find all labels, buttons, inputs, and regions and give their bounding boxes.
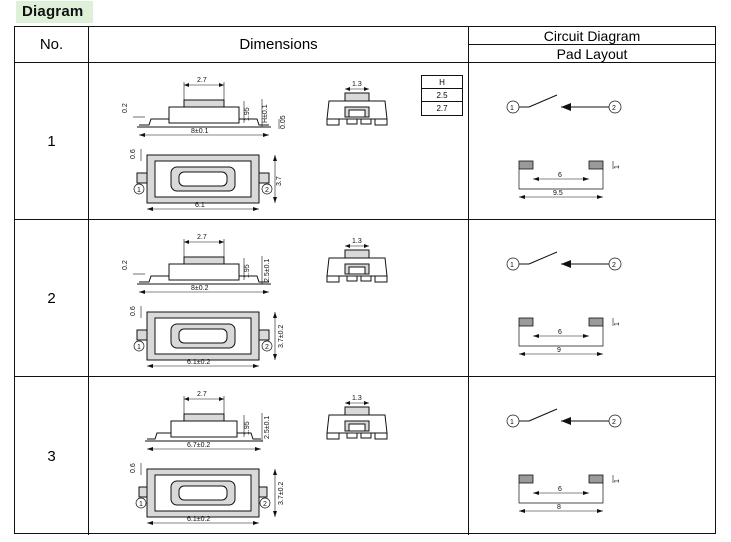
circuit-cell [469, 377, 715, 535]
pad-overall-label: 9 [557, 347, 561, 354]
header-pad-label: Pad Layout [556, 45, 628, 62]
dim-body-height: 1.95 [244, 421, 251, 435]
pin-2-label: 2 [265, 187, 269, 194]
pad-height-label: 1 [614, 165, 621, 169]
dim-pcb-gap: 0.05 [280, 115, 287, 129]
pad-height-label: 1 [614, 479, 621, 483]
header-dimensions-label: Dimensions [239, 36, 318, 53]
pin-1-label: 1 [137, 187, 141, 194]
pad-layout-drawing [497, 302, 687, 366]
circuit-pin-1: 1 [510, 262, 514, 269]
h-value-table [421, 75, 463, 116]
dim-overall-width: 8±0.1 [191, 128, 209, 135]
pin-1-label: 1 [139, 501, 143, 508]
top-view-drawing [99, 455, 299, 527]
header-no-label: No. [39, 36, 64, 53]
row-number-cell [15, 220, 89, 376]
table-row [15, 377, 715, 535]
dimensions-cell [89, 377, 469, 535]
page-title: Diagram [16, 1, 93, 23]
circuit-symbol [499, 401, 679, 441]
table-row [15, 63, 715, 220]
circuit-pin-2: 2 [612, 105, 616, 112]
iso-view-drawing [321, 389, 411, 449]
pad-height-label: 1 [614, 322, 621, 326]
dim-button-width: 1.3 [352, 395, 362, 402]
pad-layout-drawing [497, 459, 687, 523]
side-view-drawing [99, 228, 299, 298]
circuit-pin-2: 2 [612, 262, 616, 269]
h-table-header: H [422, 76, 462, 89]
row-number-cell [15, 63, 89, 219]
circuit-pin-1: 1 [510, 105, 514, 112]
row-number: 3 [47, 447, 56, 465]
header-cell-dimensions [89, 27, 469, 62]
dim-body-depth: 3.7±0.2 [278, 324, 285, 348]
pin-2-label: 2 [265, 344, 269, 351]
dim-lead-width: 0.6 [130, 463, 137, 473]
iso-view-drawing [321, 232, 411, 292]
circuit-cell [469, 63, 715, 219]
pin-1-label: 1 [137, 344, 141, 351]
dimensions-cell [89, 220, 469, 376]
header-circuit-label: Circuit Diagram [469, 27, 715, 45]
h-table-value: 2.5 [422, 89, 462, 102]
dim-overall-width: 8±0.2 [191, 285, 209, 292]
iso-view-drawing [321, 75, 411, 135]
dim-lead-width: 0.6 [130, 149, 137, 159]
dim-total-height: 2.5±0.1 [264, 258, 271, 282]
circuit-symbol [499, 87, 679, 127]
row-number: 2 [47, 289, 56, 307]
pad-overall-label: 8 [557, 504, 561, 511]
pin-2-label: 2 [263, 501, 267, 508]
circuit-pin-2: 2 [612, 419, 616, 426]
dim-overall-width: 6.7±0.2 [187, 442, 211, 449]
dim-lead-thickness: 0.2 [122, 260, 129, 270]
dim-overall-length: 6.1 [195, 202, 205, 209]
side-view-drawing [99, 71, 299, 141]
dim-total-height: 2.5±0.1 [264, 415, 271, 439]
side-view-drawing [99, 385, 299, 455]
row-number-cell [15, 377, 89, 535]
circuit-pin-1: 1 [510, 419, 514, 426]
dim-lead-thickness: 0.2 [122, 103, 129, 113]
dim-overall-length: 6.1±0.2 [187, 516, 211, 523]
dim-button-width: 1.3 [352, 81, 362, 88]
row-number: 1 [47, 132, 56, 150]
circuit-symbol [499, 244, 679, 284]
pad-gap-label: 6 [558, 486, 562, 493]
pad-gap-label: 6 [558, 172, 562, 179]
table-row [15, 220, 715, 377]
header-cell-no [15, 27, 89, 62]
table-header-row [15, 27, 715, 63]
circuit-cell [469, 220, 715, 376]
dim-total-height: H±0.1 [262, 104, 269, 123]
pad-overall-label: 9.5 [553, 190, 563, 197]
dim-lead-width: 0.6 [130, 306, 137, 316]
pad-gap-label: 6 [558, 329, 562, 336]
dim-top-width: 2.7 [197, 391, 207, 398]
dim-button-width: 1.3 [352, 238, 362, 245]
header-cell-circuit [469, 27, 715, 62]
h-table-value: 2.7 [436, 104, 448, 113]
diagram-table [14, 26, 716, 534]
dim-top-width: 2.7 [197, 77, 207, 84]
dim-top-width: 2.7 [197, 234, 207, 241]
top-view-drawing [99, 298, 299, 370]
dim-body-height: 1.95 [244, 107, 251, 121]
dimensions-cell [89, 63, 469, 219]
dim-body-height: 1.95 [244, 264, 251, 278]
dim-overall-length: 6.1±0.2 [187, 359, 211, 366]
pad-layout-drawing [497, 145, 687, 209]
top-view-drawing [99, 141, 299, 213]
dim-body-depth: 3.7 [276, 176, 283, 186]
dim-body-depth: 3.7±0.2 [278, 481, 285, 505]
